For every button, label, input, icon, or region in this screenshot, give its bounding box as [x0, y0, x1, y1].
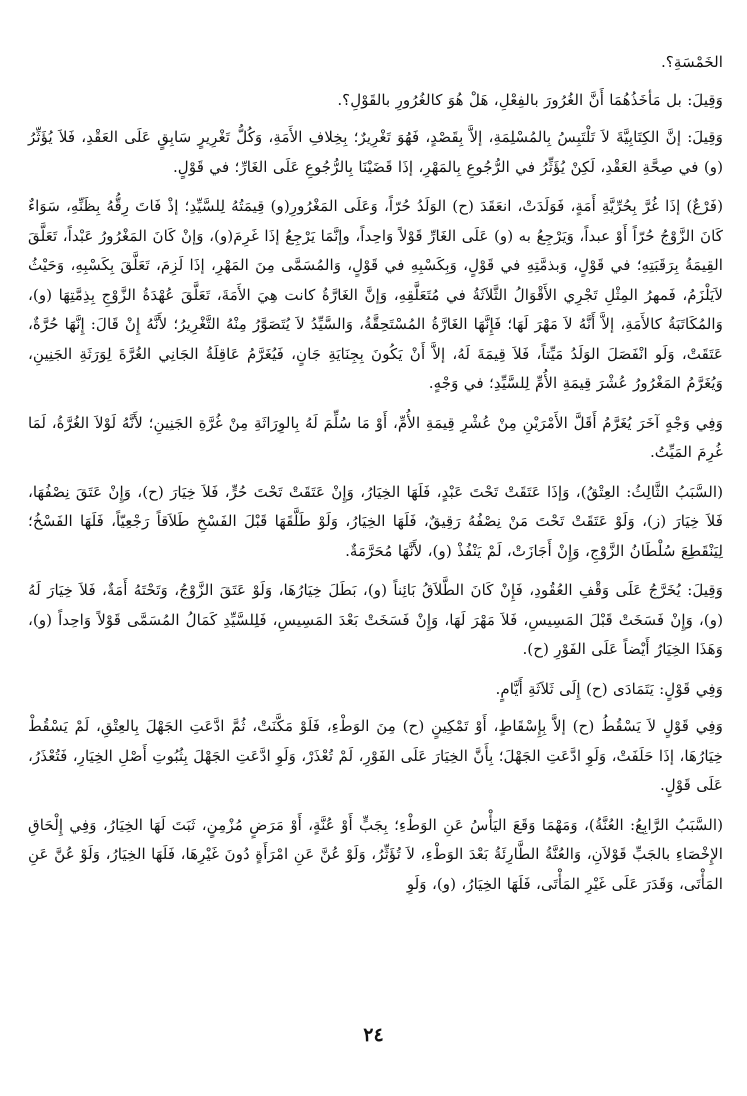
page-number: ٢٤ [363, 1024, 384, 1046]
paragraph-8: وَفِي قَوْلٍ لاَ يَسْقُطُ (ح) إلاَّ بِإِسْقَاطٍ، أَوْ تَمْكِينٍ (ح) مِنَ الوَطْءِ، فَلَوْ مَكَّنَتْ، ثُمَّ ادَّعَتِ الجَهْلَ بِالعِتْقِ، لَمْ يَسْقُطْ خِيَارُهَا، إذَا حَلَفَتْ، وَلَوِ ادَّعَتِ الجَهْلَ؛ بِأَنَّ الخِيَارَ عَلَى الفَوْرِ، لَمْ تُعْذَرْ، وَلَوِ ادَّعَتِ الجَهْلَ بِثُبُوتِ أَصْلِ الخِيَارِ، فَتُعْذَرُ، عَلَى قَوْلٍ. [28, 717, 723, 794]
paragraph-7: وَفِي قَوْلٍ: يَتَمَادَى (ح) إِلَى ثَلاَثَةِ أَيَّامٍ. [495, 679, 723, 698]
paragraph-4: وَفِي وَجْهٍ آخَرَ يُغَرَّمُ أَقَلَّ الأَمْرَيْنِ مِنْ عُشْرِ قِيمَةِ الأُمِّ، أَوْ مَا سُلِّمَ لَهُ بِالوِرَاثَةِ مِنْ غُرَّةِ الجَنِينِ؛ لأَنَّهُ لَوْلاَ الغُرَّةُ، لَمَا غُرِمَ المَيِّتُ. [28, 413, 723, 461]
paragraph-1: وَقِيلَ: بل مَأخَذُهُمَا أَنَّ الغُرُورَ بالفِعْلِ، هَلْ هُوَ كالغُرُورِ بالقَوْلِ؟. [337, 90, 723, 109]
paragraph-6: وَقِيلَ: يُخَرَّجُ عَلَى وَقْفِ العُقُودِ، فَإِنْ كَانَ الطَّلاَقُ بَائِناً (و)، بَطَلَ خِيَارُهَا، وَلَوْ عَتَقَ الزَّوْجُ، وَتَحْتَهُ أَمَةٌ، فَلاَ خِيَارَ لَهُ (و)، وَإِنْ فَسَخَتْ قَبْلَ المَسِيسِ، فَلاَ مَهْرَ لَهَا، وَإِنْ فَسَخَتْ بَعْدَ المَسِيسِ، فَلِلسَّيِّدِ كَمَالُ المُسَمَّى قَوْلاً وَاحِداً (و)، وَهَذَا الخِيَارُ أَيْضاً عَلَى الفَوْرِ (ح). [28, 581, 723, 658]
paragraph-3: (فَرْعٌ) إذَا غُرَّ بِحُرِّيَّةِ أَمَةٍ، فَوَلَدَتْ، انعَقَدَ (ح) الوَلَدُ حُرّاً، وَعَلَى المَغْرُورِ(و) قِيمَتُهُ لِلسَّيِّدِ؛ إذْ فَاتَ رِقُّهُ بِظَنِّهِ، سَوَاءٌ كَانَ الزَّوْجُ حُرّاً أَوْ عبداً، وَيَرْجِعُ به (و) عَلَى الغَارِّ قَوْلاً وَاحِداً، وإنَّمَا يَرْجِعُ إذَا غَرِمَ(و)، وَإنْ كَانَ المَغْرُورُ عَبْداً، تَعَلَّقَ القِيمَةُ بِرَقَبَتِهِ؛ في قَوْلٍ، وَبذمَّتِهِ في قَوْلٍ، وَبِكَسْبِهِ في قَوْلٍ، وَالمُسَمَّى مِنَ المَهْرِ، إذَا لَزِمَ، تَعَلَّقَ بِكَسْبِهِ، وَحَيْثُ لاَيَلْزَمُ، فَمهرُ المِثْلِ تَجْرِي الأَقْوَالُ الثَّلاَثَةُ في مُتَعَلَّقِهِ، وَإنَّ الغَارَّةُ كانت هِيَ الأَمَةَ، تَعَلَّقَ عُهْدَةُ الزَّوْجِ بِذِمَّتِهَا (و)، وَالمُكَاتَبَةُ كالأَمَةِ، إلاَّ أَنَّهُ لاَ مَهْرَ لَهَا؛ فَإِنَّهَا الغَارَّةُ المُسْتَحِقَّةُ، وَالسَّيِّدُ لاَ يُتَصَوَّرُ مِنْهُ التَّغْرِيرُ؛ لأَنَّهُ إِنْ قَالَ: إِنَّهَا حُرَّةٌ، عَتَقَتْ، وَلَو انْفَصَلَ الوَلَدُ مَيِّتاً، فَلاَ قِيمَةَ لَهُ، إلاَّ أَنْ يَكُونَ بِجِنَايَةِ جَانٍ، فَيُغَرَّمُ عَاقِلَةُ الجَانِي الغُرَّةَ لِوَرَثَةِ الجَنِينِ، وَيُغَرَّمُ المَغْرُورُ عُشْرَ قِيمَةِ الأُمِّ لِلسَّيِّدِ؛ في وَجْهٍ. [28, 197, 723, 392]
paragraph-0: الخَمْسَةِ؟. [660, 53, 723, 71]
paragraph-9: (السَّبَبُ الرَّابِعُ: العُنَّةُ)، وَمَهْمَا وَقَعَ اليَأْسُ عَنِ الوَطْءِ؛ بِجَبٍّ أَوْ عُنَّةٍ، أَوْ مَرَضٍ مُزْمِنٍ، ثَبَتَ لَهَا الخِيَارُ، وَفِي إِلْحَاقِ الإِخْصَاءِ بالجَبِّ قَوْلاَنِ، وَالعُنَّةُ الطَّارِئَةُ بَعْدَ الوَطْءِ، لاَ تُؤَثِّرُ، وَلَوْ عُنَّ عَنِ امْرَأَةٍ دُونَ غَيْرِهَا، فَلَهَا الخِيَارُ، وَلَوْ عُنَّ عَنِ المَأْتَى، وَقَدَرَ عَلَى غَيْرِ المَأْتَى، فَلَهَا الخِيَارُ، (و)، وَلَوِ [28, 815, 723, 893]
paragraph-2: وَقِيلَ: إنَّ الكِتَابِيَّةَ لاَ تَلْتَبِسُ بِالمُسْلِمَةِ، إلاَّ بِقَصْدٍ، فَهُوَ تَغْرِيرٌ؛ بِخِلافِ الأَمَةِ، وَكُلُّ تَغْرِيرٍ سَابِقٍ عَلَى العَقْدِ، فَلاَ يُؤَثِّرُ (و) في صِحَّةِ العَقْدِ، لَكِنْ يُؤَثِّرُ في الرُّجُوعِ بِالمَهْرِ، إذَا قَضَيْنَا بِالرُّجُوعِ عَلَى الغَارِّ؛ في قَوْلٍ. [28, 128, 723, 176]
paragraph-5: (السَّبَبُ الثَّالِثُ: العِتْقُ)، وَإذَا عَتَقَتْ تَحْتَ عَبْدٍ، فَلَهَا الخِيَارُ، وَإِنْ عَتَقَتْ تَحْتَ حُرٍّ، فَلاَ خِيَارَ (ح)، وَإِنْ عَتَقَ نِصْفُهَا، فَلاَ خِيَارَ (ز)، وَلَوْ عَتَقَتْ تَحْتَ مَنْ نِصْفُهُ رَقِيقٌ، فَلَهَا الخِيَارُ، وَلَوْ طَلَّقَهَا قَبْلَ الفَسْخِ طَلاَقاً رَجْعِيّاً، فَلَهَا الفَسْخُ؛ لِيَنْقَطِعَ سُلْطَانُ الزَّوْجِ، وَإِنْ أَجَازَتْ، لَمْ يَنْفُذْ (و)، لأَنَّهَا مُحَرَّمَةٌ. [28, 482, 723, 560]
